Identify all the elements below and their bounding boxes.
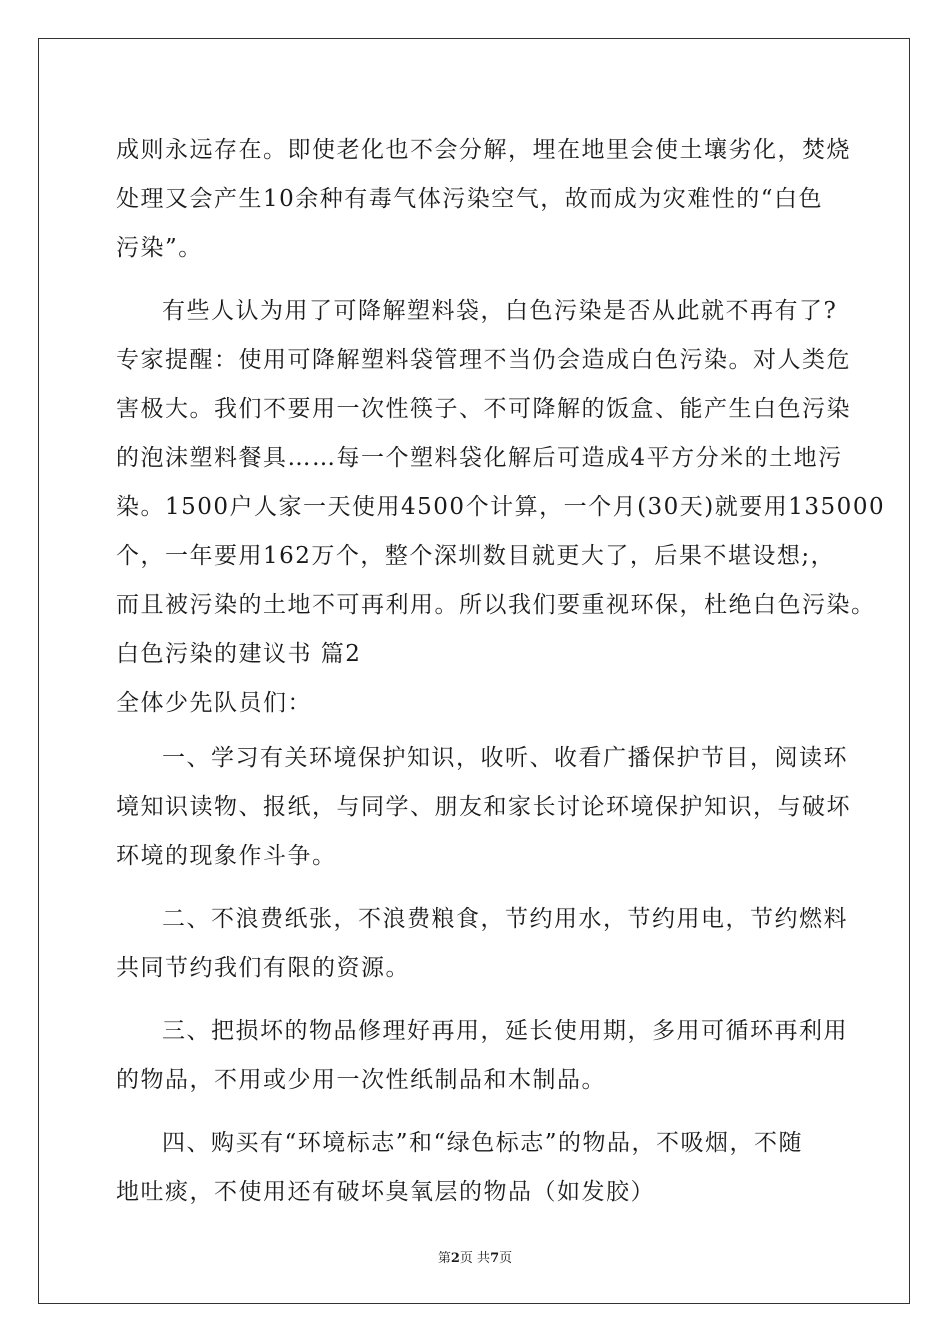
paragraph-line: 四、购买有“环境标志”和“绿色标志”的物品，不吸烟，不随: [162, 1130, 804, 1156]
footer-current-page: 2: [450, 1251, 460, 1266]
footer-suffix: 页: [499, 1251, 513, 1266]
page-footer: [0, 1251, 950, 1267]
paragraph-line: 一、学习有关环境保护知识，收听、收看广播保护节目，阅读环: [162, 745, 848, 771]
paragraph-line: 害极大。我们不要用一次性筷子、不可降解的饭盒、能产生白色污染: [116, 396, 851, 422]
paragraph-line: 污染”。: [116, 235, 203, 261]
paragraph-line: 共同节约我们有限的资源。: [116, 955, 410, 981]
salutation: 全体少先队员们：: [116, 690, 312, 716]
footer-prefix: 第: [437, 1251, 451, 1266]
footer-total-pages: 7: [490, 1251, 500, 1266]
footer-mid: 页 共: [459, 1251, 491, 1266]
paragraph-line: 处理又会产生10余种有毒气体污染空气，故而成为灾难性的“白色: [116, 186, 824, 212]
paragraph-line: 个，一年要用162万个，整个深圳数目就更大了，后果不堪设想;，: [116, 543, 836, 569]
document-body: [116, 126, 886, 1217]
paragraph-line: 的物品，不用或少用一次性纸制品和木制品。: [116, 1067, 606, 1093]
paragraph-line: 有些人认为用了可降解塑料袋，白色污染是否从此就不再有了?: [162, 298, 838, 324]
paragraph-line: 的泡沫塑料餐具……每一个塑料袋化解后可造成4平方分米的土地污: [116, 445, 843, 471]
paragraph-line: 环境的现象作斗争。: [116, 843, 337, 869]
paragraph-line: 三、把损坏的物品修理好再用，延长使用期，多用可循环再利用: [162, 1018, 848, 1044]
paragraph-line: 染。1500户人家一天使用4500个计算，一个月(30天)就要用135000: [116, 494, 886, 520]
paragraph-line: 地吐痰，不使用还有破坏臭氧层的物品（如发胶）: [116, 1179, 655, 1205]
paragraph-line: 专家提醒：使用可降解塑料袋管理不当仍会造成白色污染。对人类危: [116, 347, 851, 373]
section-heading: 白色污染的建议书 篇2: [116, 641, 362, 667]
paragraph-line: 二、不浪费纸张，不浪费粮食，节约用水，节约用电，节约燃料: [162, 906, 848, 932]
paragraph-line: 而且被污染的土地不可再利用。所以我们要重视环保，杜绝白色污染。: [116, 592, 876, 618]
paragraph-line: 境知识读物、报纸，与同学、朋友和家长讨论环境保护知识，与破坏: [116, 794, 851, 820]
paragraph-line: 成则永远存在。即使老化也不会分解，埋在地里会使土壤劣化，焚烧: [116, 137, 851, 163]
